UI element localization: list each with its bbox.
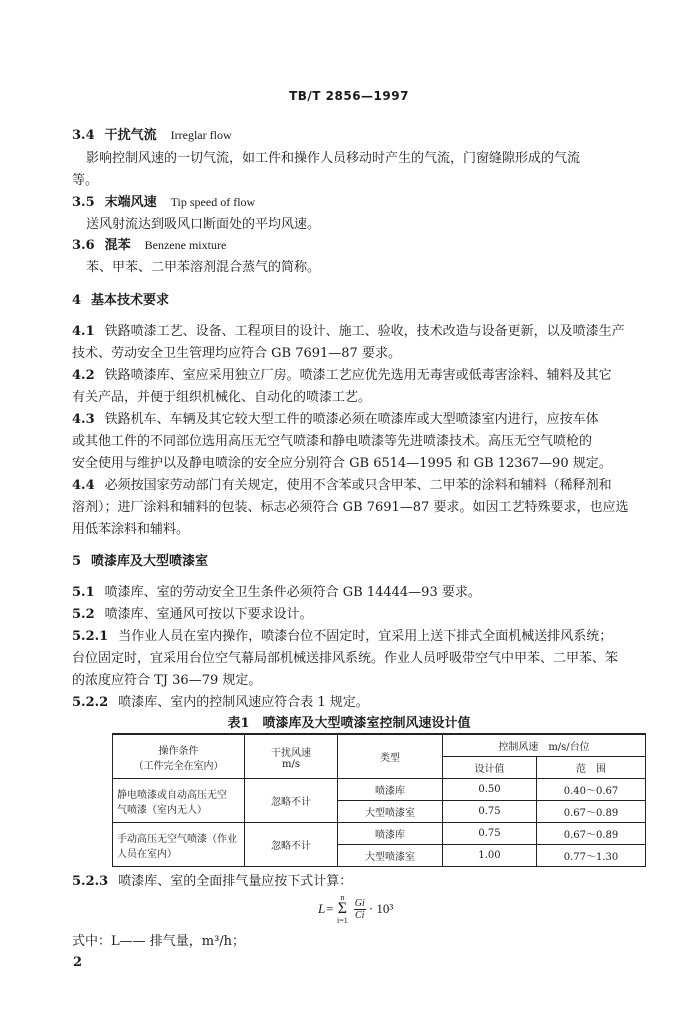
clause-title: 混苯 bbox=[104, 238, 131, 253]
clause-text: 喷漆库、室的劳动安全卫生条件必须符合 GB 14444—93 要求。 bbox=[104, 585, 481, 600]
section-5-heading bbox=[72, 553, 208, 571]
clause-text: 铁路机车、车辆及其它较大型工件的喷漆必须在喷漆库或大型喷漆室内进行，应按车体 bbox=[104, 412, 599, 427]
summation bbox=[337, 893, 348, 925]
page-header: TB/T 2856—1997 bbox=[289, 89, 409, 103]
section-number: 4 bbox=[72, 293, 82, 308]
header-control-speed: 控制风速 m/s/台位 bbox=[443, 734, 646, 757]
clause-number: 3.6 bbox=[72, 238, 95, 253]
section-number: 5 bbox=[72, 554, 82, 569]
table-row bbox=[113, 779, 646, 801]
clause-4-3 bbox=[72, 411, 599, 429]
exhaust-formula bbox=[318, 893, 393, 925]
clause-5-2-2 bbox=[72, 694, 369, 712]
table-row bbox=[113, 823, 646, 845]
clause-4-4-cont: 用低苯涂料和辅料。 bbox=[72, 522, 190, 537]
clause-3-6-heading bbox=[72, 236, 226, 255]
cell-design: 0.75 bbox=[443, 823, 537, 845]
clause-text: 喷漆库、室内的控制风速应符合表 1 规定。 bbox=[118, 695, 369, 710]
clause-number: 5.2.1 bbox=[72, 629, 109, 644]
section-title: 喷漆库及大型喷漆室 bbox=[91, 554, 209, 569]
denominator: Ci bbox=[355, 909, 365, 921]
clause-4-2-cont: 有关产品，并便于组织机械化、自动化的喷漆工艺。 bbox=[72, 390, 372, 405]
clause-3-4-body: 影响控制风速的一切气流，如工件和操作人员移动时产生的气流，门窗缝隙形成的气流 bbox=[86, 151, 581, 166]
clause-number: 4.1 bbox=[72, 324, 95, 339]
clause-text: 当作业人员在室内操作，喷漆台位不固定时，宜采用上送下排式全面机械送排风系统； bbox=[118, 629, 613, 644]
clause-text: 喷漆库、室通风可按以下要求设计。 bbox=[104, 607, 313, 622]
formula-lhs: L= bbox=[318, 901, 335, 916]
clause-text: 喷漆库、室的全面排气量应按下式计算： bbox=[118, 874, 353, 889]
clause-number: 4.2 bbox=[72, 368, 95, 383]
cell-disturbance: 忽略不计 bbox=[245, 779, 338, 823]
section-title: 基本技术要求 bbox=[91, 293, 170, 308]
cell-range: 0.67～0.89 bbox=[537, 823, 646, 845]
clause-3-5-body: 送风射流达到吸风口断面处的平均风速。 bbox=[86, 217, 321, 232]
table-caption: 表1 喷漆库及大型喷漆室控制风速设计值 bbox=[227, 716, 471, 731]
clause-4-4 bbox=[72, 477, 612, 495]
header-range: 范 围 bbox=[537, 757, 646, 779]
clause-number: 5.1 bbox=[72, 585, 95, 600]
clause-5-2-3 bbox=[72, 873, 352, 891]
clause-3-4-body-cont: 等。 bbox=[72, 173, 99, 188]
clause-3-6-body: 苯、甲苯、二甲苯溶剂混合蒸气的简称。 bbox=[86, 260, 321, 275]
clause-5-2-1-cont: 台位固定时，宜采用台位空气幕局部机械送排风系统。作业人员呼吸带空气中甲苯、二甲苯、笨 bbox=[72, 651, 619, 666]
header-condition: 操作条件 （工件完全在室内） bbox=[113, 734, 245, 779]
sigma-symbol: Σ bbox=[337, 900, 348, 917]
header-type: 类型 bbox=[338, 734, 443, 779]
clause-number: 3.4 bbox=[72, 128, 95, 143]
formula-where: 式中：L—— 排气量，m³/h； bbox=[72, 934, 246, 949]
cell-design: 0.50 bbox=[443, 779, 537, 801]
clause-number: 3.5 bbox=[72, 195, 95, 210]
cell-type: 大型喷漆室 bbox=[338, 801, 443, 823]
cell-condition: 手动高压无空气喷漆（作业 人员在室内） bbox=[113, 823, 245, 867]
cell-type: 喷漆库 bbox=[338, 823, 443, 845]
header-disturbance-speed: 干扰风速 m/s bbox=[245, 734, 338, 779]
fraction bbox=[354, 898, 366, 921]
sum-lower-limit: i=1 bbox=[337, 916, 348, 925]
clause-4-1 bbox=[72, 323, 625, 341]
clause-5-2 bbox=[72, 606, 313, 624]
clause-title-en: Irreglar flow bbox=[170, 128, 232, 142]
cell-type: 大型喷漆室 bbox=[338, 845, 443, 867]
control-speed-table bbox=[112, 733, 646, 867]
clause-text: 铁路喷漆库、室应采用独立厂房。喷漆工艺应优先选用无毒害或低毒害涂料、辅料及其它 bbox=[104, 368, 612, 383]
header-design-value: 设计值 bbox=[443, 757, 537, 779]
cell-range: 0.67～0.89 bbox=[537, 801, 646, 823]
page-number: 2 bbox=[73, 955, 83, 970]
numerator: Gi bbox=[354, 897, 365, 909]
clause-4-4-cont: 溶剂）；进厂涂料和辅料的包装、标志必须符合 GB 7691—87 要求。如因工艺特殊要求，也应选 bbox=[72, 500, 629, 515]
clause-text: 铁路喷漆工艺、设备、工程项目的设计、施工、验收，技术改造与设备更新，以及喷漆生产 bbox=[104, 324, 625, 339]
clause-number: 4.3 bbox=[72, 412, 95, 427]
clause-4-2 bbox=[72, 367, 612, 385]
clause-3-4-heading bbox=[72, 126, 232, 145]
clause-title-en: Tip speed of flow bbox=[170, 195, 256, 209]
clause-3-5-heading bbox=[72, 193, 255, 212]
cell-range: 0.40～0.67 bbox=[537, 779, 646, 801]
clause-4-3-cont: 或其他工件的不同部位选用高压无空气喷漆和静电喷漆等先进喷漆技术。高压无空气喷枪的 bbox=[72, 434, 593, 449]
formula-rhs: · 10³ bbox=[368, 901, 394, 916]
sum-upper-limit: n bbox=[340, 893, 345, 902]
clause-number: 5.2.3 bbox=[72, 874, 109, 889]
cell-design: 1.00 bbox=[443, 845, 537, 867]
table-header-row bbox=[113, 734, 646, 757]
clause-number: 5.2 bbox=[72, 607, 95, 622]
clause-4-1-cont: 技术、劳动安全卫生管理均应符合 GB 7691—87 要求。 bbox=[72, 346, 401, 361]
clause-5-2-1 bbox=[72, 628, 612, 646]
clause-title: 末端风速 bbox=[104, 195, 157, 210]
cell-condition: 静电喷漆或自动高压无空 气喷漆（室内无人） bbox=[113, 779, 245, 823]
clause-number: 4.4 bbox=[72, 478, 95, 493]
clause-4-3-cont: 安全使用与维护以及静电喷涂的安全应分别符合 GB 6514—1995 和 GB 12367—90 规定。 bbox=[72, 456, 612, 471]
cell-disturbance: 忽略不计 bbox=[245, 823, 338, 867]
clause-text: 必须按国家劳动部门有关规定，使用不含苯或只含甲苯、二甲苯的涂料和辅料（稀释剂和 bbox=[104, 478, 612, 493]
clause-5-2-1-cont: 的浓度应符合 TJ 36—79 规定。 bbox=[72, 673, 262, 688]
clause-number: 5.2.2 bbox=[72, 695, 109, 710]
cell-range: 0.77～1.30 bbox=[537, 845, 646, 867]
cell-design: 0.75 bbox=[443, 801, 537, 823]
section-4-heading bbox=[72, 292, 169, 310]
clause-title: 干扰气流 bbox=[104, 128, 157, 143]
clause-5-1 bbox=[72, 584, 481, 602]
clause-title-en: Benzene mixture bbox=[144, 238, 227, 252]
cell-type: 喷漆库 bbox=[338, 779, 443, 801]
